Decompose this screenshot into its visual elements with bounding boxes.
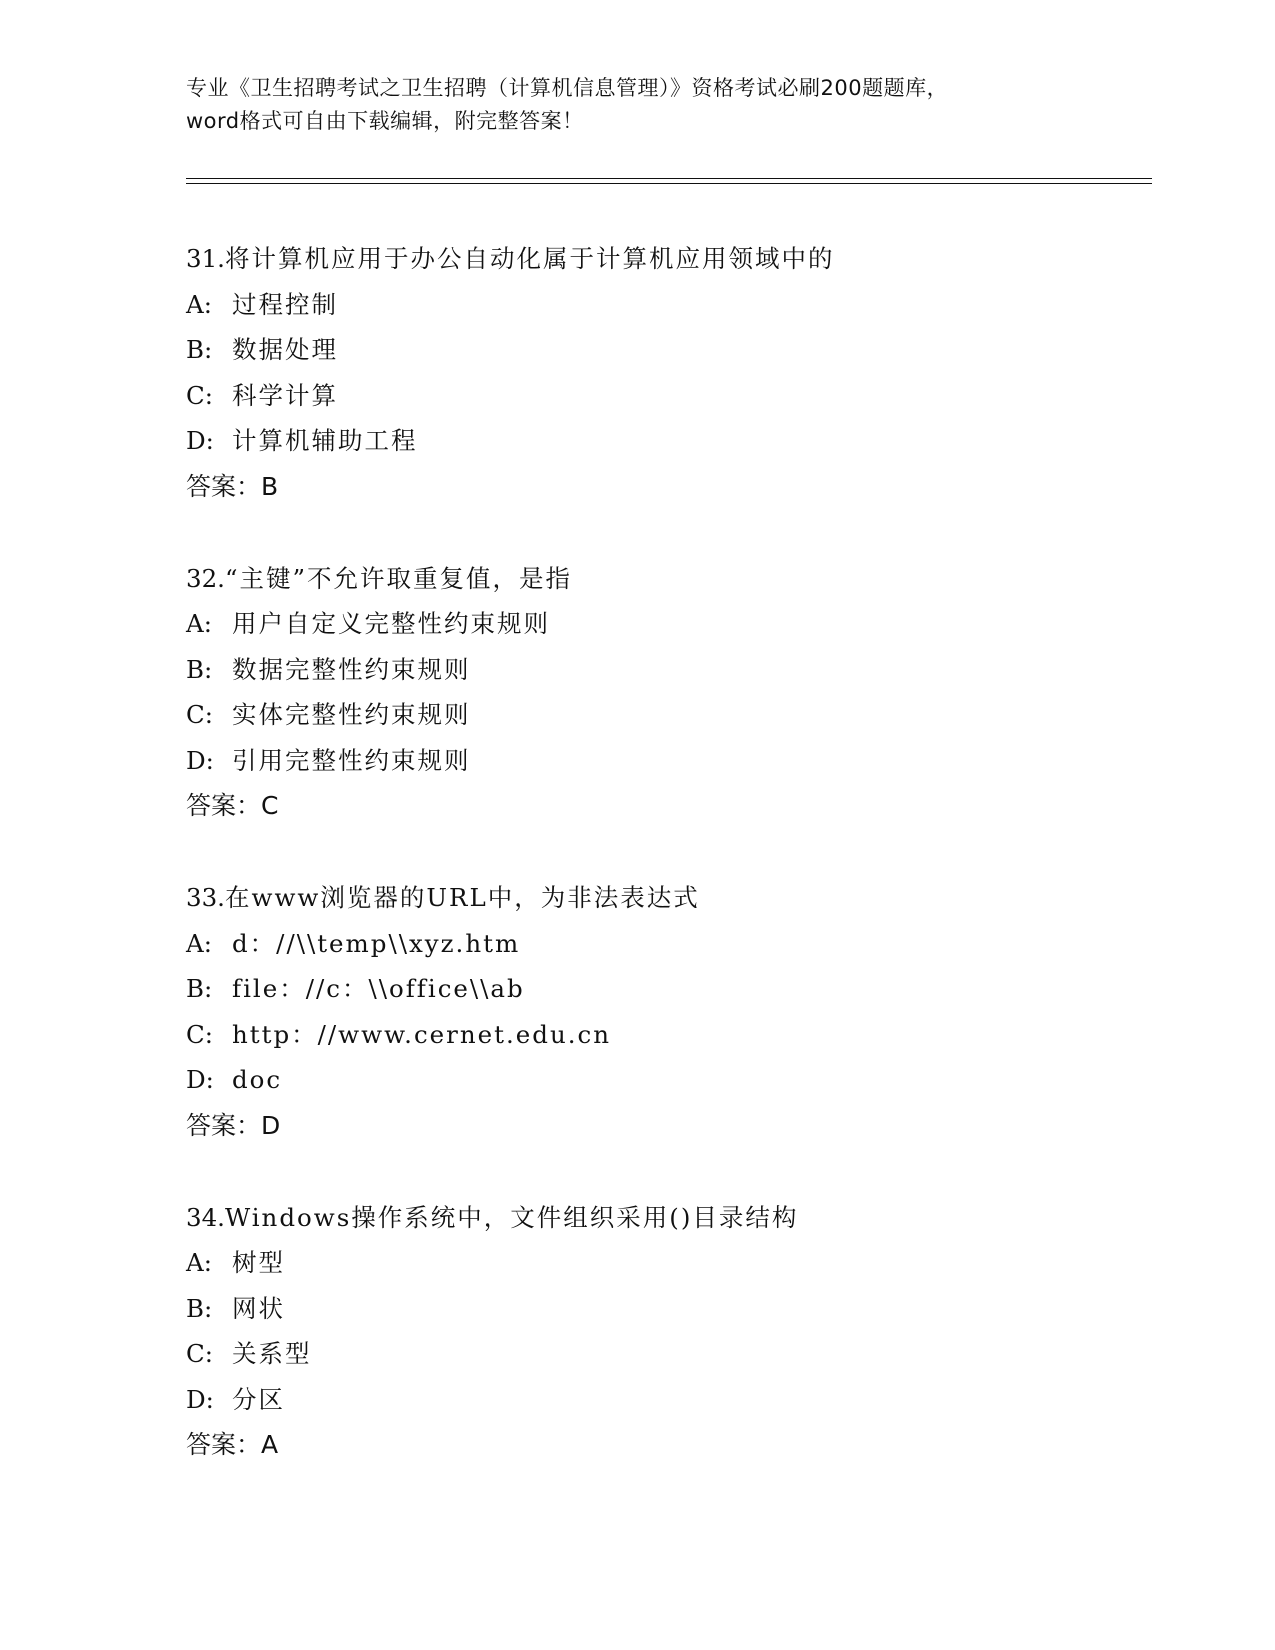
option-key: D: <box>186 1065 214 1094</box>
option-b <box>186 1286 1146 1332</box>
answer-value: D <box>261 1110 281 1140</box>
question-33 <box>186 875 1146 1149</box>
answer-value: B <box>261 471 279 501</box>
option-key: B: <box>186 1293 213 1323</box>
answer-value: A <box>261 1430 279 1459</box>
question-number: 32. <box>186 563 225 593</box>
option-text: 树型 <box>232 1248 285 1277</box>
option-d <box>186 418 1146 464</box>
question-text: Windows操作系统中，文件组织采用()目录结构 <box>224 1202 799 1232</box>
option-text: 数据完整性约束规则 <box>232 654 471 684</box>
option-key: C: <box>186 1339 214 1368</box>
question-text: 在www浏览器的URL中，为非法表达式 <box>224 883 700 912</box>
option-text: d：//\\temp\\xyz.htm <box>232 928 521 958</box>
answer-label: 答案： <box>186 791 262 820</box>
option-text: doc <box>232 1065 283 1094</box>
option-key: B: <box>186 654 213 684</box>
answer-label: 答案： <box>186 1110 262 1140</box>
option-key: C: <box>186 380 214 410</box>
option-text: 过程控制 <box>232 289 338 319</box>
answer-line <box>186 464 1146 510</box>
question-31 <box>186 236 1146 510</box>
option-key: B: <box>186 974 213 1003</box>
option-d <box>186 738 1146 784</box>
option-b <box>186 327 1146 373</box>
question-text: 将计算机应用于办公自动化属于计算机应用领域中的 <box>224 244 835 273</box>
option-key: C: <box>186 1019 214 1049</box>
option-text: 计算机辅助工程 <box>232 426 418 455</box>
question-stem <box>186 556 1146 602</box>
question-stem <box>186 1195 1146 1241</box>
option-text: 数据处理 <box>232 335 338 364</box>
option-key: B: <box>186 335 213 364</box>
question-number: 31. <box>186 244 225 273</box>
question-number: 33. <box>186 883 225 912</box>
option-key: D: <box>186 745 214 775</box>
question-stem <box>186 875 1146 921</box>
question-32 <box>186 556 1146 830</box>
option-text: 网状 <box>232 1293 285 1323</box>
answer-line <box>186 783 1146 829</box>
header-line-1: 专业《卫生招聘考试之卫生招聘（计算机信息管理）》资格考试必刷200题题库， <box>186 76 949 100</box>
option-a <box>186 601 1146 647</box>
option-d <box>186 1377 1146 1423</box>
answer-label: 答案： <box>186 471 262 501</box>
question-text: “主键”不允许取重复值，是指 <box>224 563 573 593</box>
option-a <box>186 921 1146 967</box>
option-key: C: <box>186 700 214 729</box>
question-34 <box>186 1195 1146 1469</box>
option-b <box>186 966 1146 1012</box>
option-key: D: <box>186 1384 214 1414</box>
option-key: A: <box>186 1248 212 1277</box>
option-c <box>186 373 1146 419</box>
option-key: A: <box>186 609 212 638</box>
option-key: D: <box>186 426 214 455</box>
header-line-2: word格式可自由下载编辑，附完整答案！ <box>186 109 584 133</box>
question-number: 34. <box>186 1202 225 1232</box>
option-text: 关系型 <box>232 1339 312 1368</box>
answer-line <box>186 1103 1146 1149</box>
answer-label: 答案： <box>186 1430 262 1459</box>
document-header <box>186 72 1146 138</box>
option-text: file：//c：\\office\\ab <box>232 974 525 1003</box>
option-d <box>186 1057 1146 1103</box>
option-text: http：//www.cernet.edu.cn <box>232 1019 612 1049</box>
question-stem <box>186 236 1146 282</box>
header-divider-bottom <box>186 183 1152 184</box>
option-a <box>186 282 1146 328</box>
answer-line <box>186 1422 1146 1468</box>
option-key: A: <box>186 928 212 958</box>
option-c <box>186 692 1146 738</box>
option-text: 实体完整性约束规则 <box>232 700 471 729</box>
header-divider-top <box>186 178 1152 179</box>
option-b <box>186 647 1146 693</box>
option-text: 引用完整性约束规则 <box>232 745 471 775</box>
question-list <box>186 236 1146 1514</box>
option-text: 科学计算 <box>232 380 338 410</box>
option-key: A: <box>186 289 212 319</box>
option-c <box>186 1012 1146 1058</box>
answer-value: C <box>261 791 279 820</box>
option-text: 分区 <box>232 1384 285 1414</box>
option-text: 用户自定义完整性约束规则 <box>232 609 550 638</box>
option-c <box>186 1331 1146 1377</box>
option-a <box>186 1240 1146 1286</box>
